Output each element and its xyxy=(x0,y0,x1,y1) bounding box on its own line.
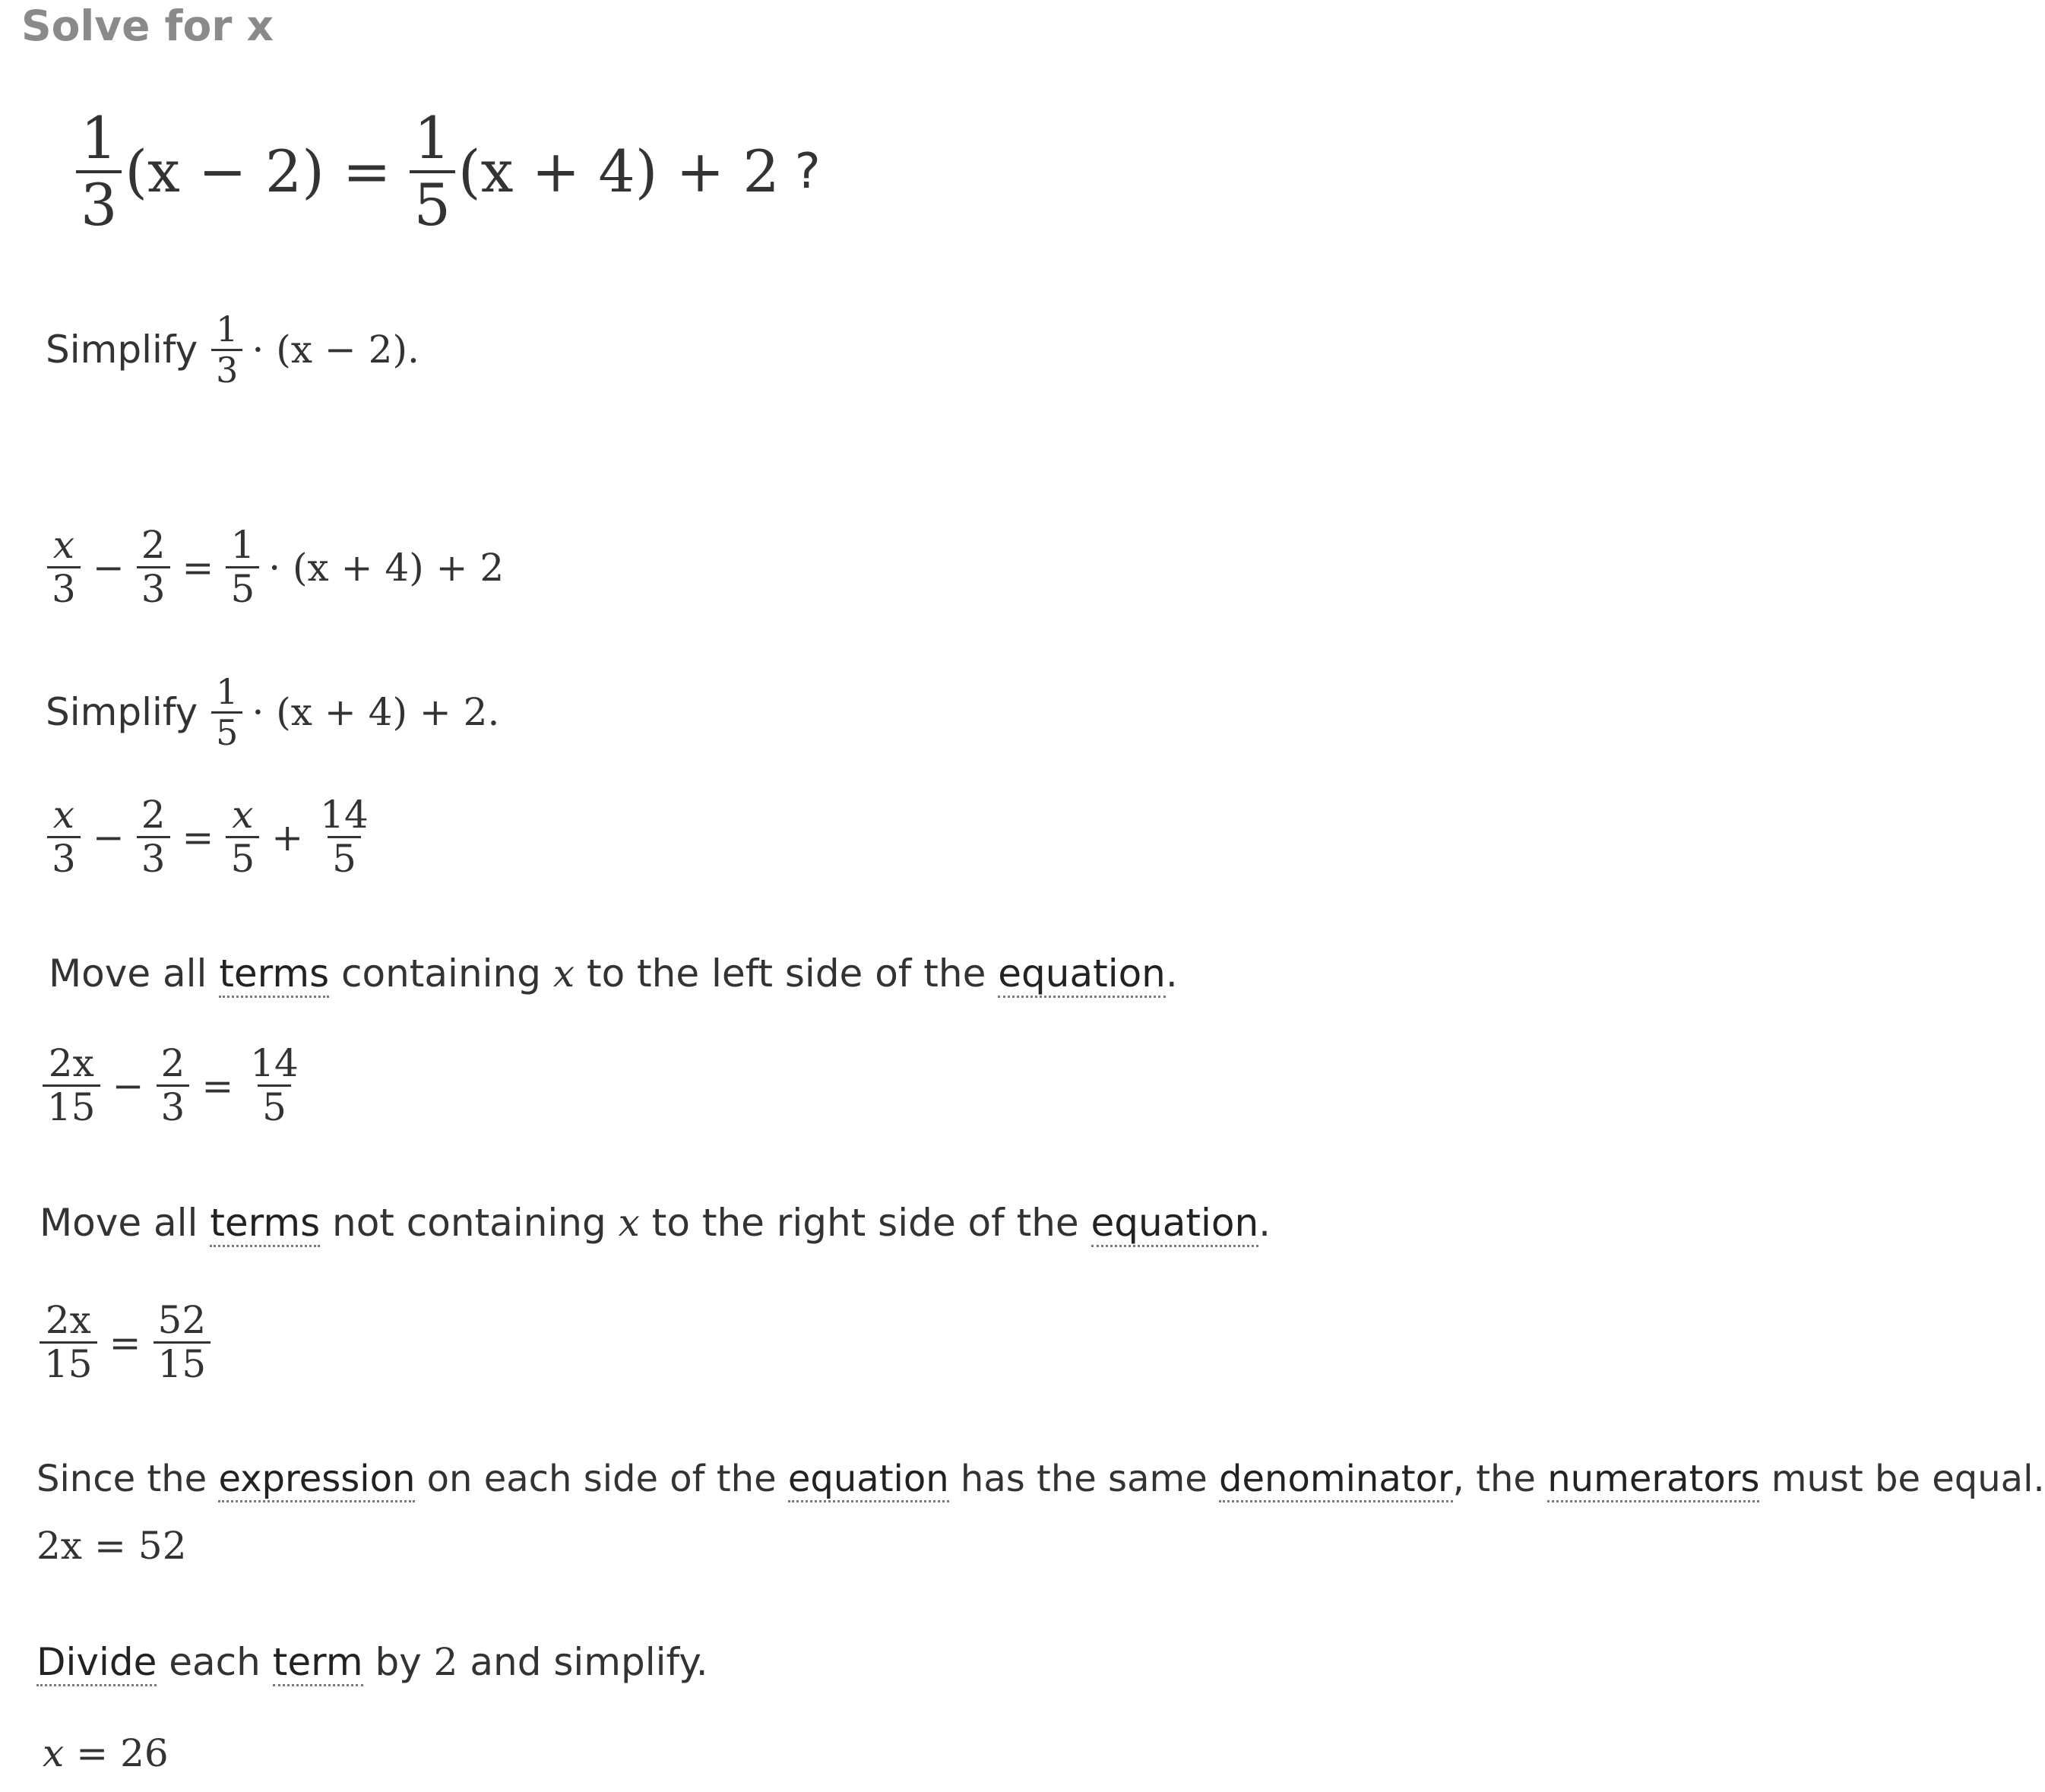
equals-sign: = xyxy=(182,815,214,860)
fraction xyxy=(47,794,81,880)
variable: x xyxy=(43,1731,65,1775)
equation-step-2 xyxy=(47,794,373,880)
numerator: 2 xyxy=(141,523,166,567)
step-text: , the xyxy=(1452,1458,1536,1500)
numerator: 52 xyxy=(157,1298,207,1342)
step-text: Simplify xyxy=(46,690,198,735)
denominator: 15 xyxy=(40,1341,97,1385)
equation-link[interactable]: equation xyxy=(1091,1201,1259,1247)
step-text: not containing xyxy=(332,1201,606,1245)
fraction xyxy=(315,794,373,880)
equation-step-4 xyxy=(40,1300,211,1385)
numerator: x xyxy=(232,793,254,837)
denominator: 3 xyxy=(137,566,170,610)
numerator: 2x xyxy=(48,1041,94,1085)
rhs: 52 xyxy=(138,1524,187,1568)
denominator-link[interactable]: denominator xyxy=(1219,1458,1453,1502)
expression: · (x + 4) + 2. xyxy=(252,690,500,735)
equation-step-1 xyxy=(47,524,504,610)
numerator: 1 xyxy=(413,104,451,172)
numerator: x xyxy=(52,523,74,567)
denominator: 3 xyxy=(47,836,81,880)
term-link[interactable]: term xyxy=(273,1640,363,1686)
step-text: and simplify. xyxy=(470,1640,708,1684)
denominator: 3 xyxy=(76,170,122,237)
denominator: 5 xyxy=(258,1084,291,1129)
variable: x xyxy=(618,1201,640,1245)
fraction xyxy=(137,524,170,610)
denominator: 15 xyxy=(43,1084,100,1129)
denominator: 5 xyxy=(328,836,361,880)
plus-sign: + xyxy=(271,815,304,860)
equation-link[interactable]: equation xyxy=(788,1458,949,1502)
step-text: Simplify xyxy=(46,328,198,372)
equation-link[interactable]: equation xyxy=(998,951,1166,998)
step-text: each xyxy=(169,1640,261,1684)
numerator: 1 xyxy=(216,309,239,350)
numerator: 1 xyxy=(81,104,118,172)
fraction xyxy=(40,1300,97,1385)
denominator: 3 xyxy=(157,1084,190,1129)
step-text: by xyxy=(375,1640,422,1684)
divisor: 2 xyxy=(433,1640,458,1684)
denominator: 3 xyxy=(47,566,81,610)
final-answer xyxy=(43,1731,169,1775)
lhs: 2x xyxy=(36,1524,83,1568)
step-text: to the left side of the xyxy=(586,951,986,996)
minus-sign: − xyxy=(92,815,125,860)
expression: · (x + 4) + 2 xyxy=(268,545,505,590)
variable: x xyxy=(552,951,575,996)
numerator: 14 xyxy=(320,793,369,837)
step-text: Move all xyxy=(49,951,207,996)
step-text: must be equal. xyxy=(1771,1458,2045,1500)
numerator: 1 xyxy=(216,671,239,712)
equals-sign: = xyxy=(109,1320,141,1365)
step-equal-numerators xyxy=(36,1458,2045,1500)
numerator: 2x xyxy=(45,1298,91,1342)
fraction xyxy=(137,794,170,880)
step-text: to the right side of the xyxy=(651,1201,1079,1245)
equals-sign: = xyxy=(94,1524,126,1568)
terms-link[interactable]: terms xyxy=(210,1201,320,1247)
fraction xyxy=(43,1043,100,1129)
question-mark: ? xyxy=(794,143,821,200)
page-title: Solve for x xyxy=(21,2,274,50)
numerator: x xyxy=(52,793,74,837)
denominator: 15 xyxy=(154,1341,211,1385)
expression: · (x − 2). xyxy=(252,328,419,372)
divide-link[interactable]: Divide xyxy=(36,1640,157,1686)
minus-sign: − xyxy=(92,545,125,590)
denominator: 5 xyxy=(226,566,259,610)
step-simplify-left xyxy=(46,310,419,389)
period: . xyxy=(1165,951,1178,996)
fraction xyxy=(226,524,259,610)
numerator: 14 xyxy=(250,1041,299,1085)
equals-sign: = xyxy=(342,138,391,206)
step-text: containing xyxy=(341,951,541,996)
equals-sign: = xyxy=(76,1731,109,1775)
step-text: has the same xyxy=(960,1458,1208,1500)
fraction xyxy=(154,1300,211,1385)
answer-value: 26 xyxy=(120,1731,169,1775)
expression: (x + 4) + 2 xyxy=(457,138,780,206)
numerator: 1 xyxy=(230,523,255,567)
numerator: 2 xyxy=(160,1041,185,1085)
fraction xyxy=(245,1043,303,1129)
fraction xyxy=(157,1043,190,1129)
step-move-right xyxy=(40,1201,1271,1245)
equals-sign: = xyxy=(182,545,214,590)
fraction xyxy=(211,673,242,752)
denominator: 5 xyxy=(226,836,259,880)
equation-step-3 xyxy=(43,1043,303,1129)
denominator: 5 xyxy=(211,711,242,752)
numerator: 2 xyxy=(141,793,166,837)
terms-link[interactable]: terms xyxy=(219,951,329,998)
equation-step-5 xyxy=(36,1524,187,1568)
denominator: 3 xyxy=(211,349,242,390)
step-text: Since the xyxy=(36,1458,207,1500)
denominator: 3 xyxy=(137,836,170,880)
step-move-left xyxy=(49,951,1178,996)
step-text: Move all xyxy=(40,1201,198,1245)
numerators-link[interactable]: numerators xyxy=(1547,1458,1759,1502)
step-divide xyxy=(36,1640,708,1684)
fraction xyxy=(76,104,122,239)
fraction xyxy=(410,104,455,239)
minus-sign: − xyxy=(112,1063,144,1108)
problem-equation xyxy=(76,104,821,239)
period: . xyxy=(1258,1201,1271,1245)
fraction xyxy=(211,310,242,389)
denominator: 5 xyxy=(410,170,455,237)
fraction xyxy=(47,524,81,610)
step-simplify-right xyxy=(46,673,499,752)
expression: (x − 2) xyxy=(125,138,324,206)
fraction xyxy=(226,794,259,880)
expression-link[interactable]: expression xyxy=(218,1458,415,1502)
equals-sign: = xyxy=(201,1063,234,1108)
step-text: on each side of the xyxy=(426,1458,777,1500)
